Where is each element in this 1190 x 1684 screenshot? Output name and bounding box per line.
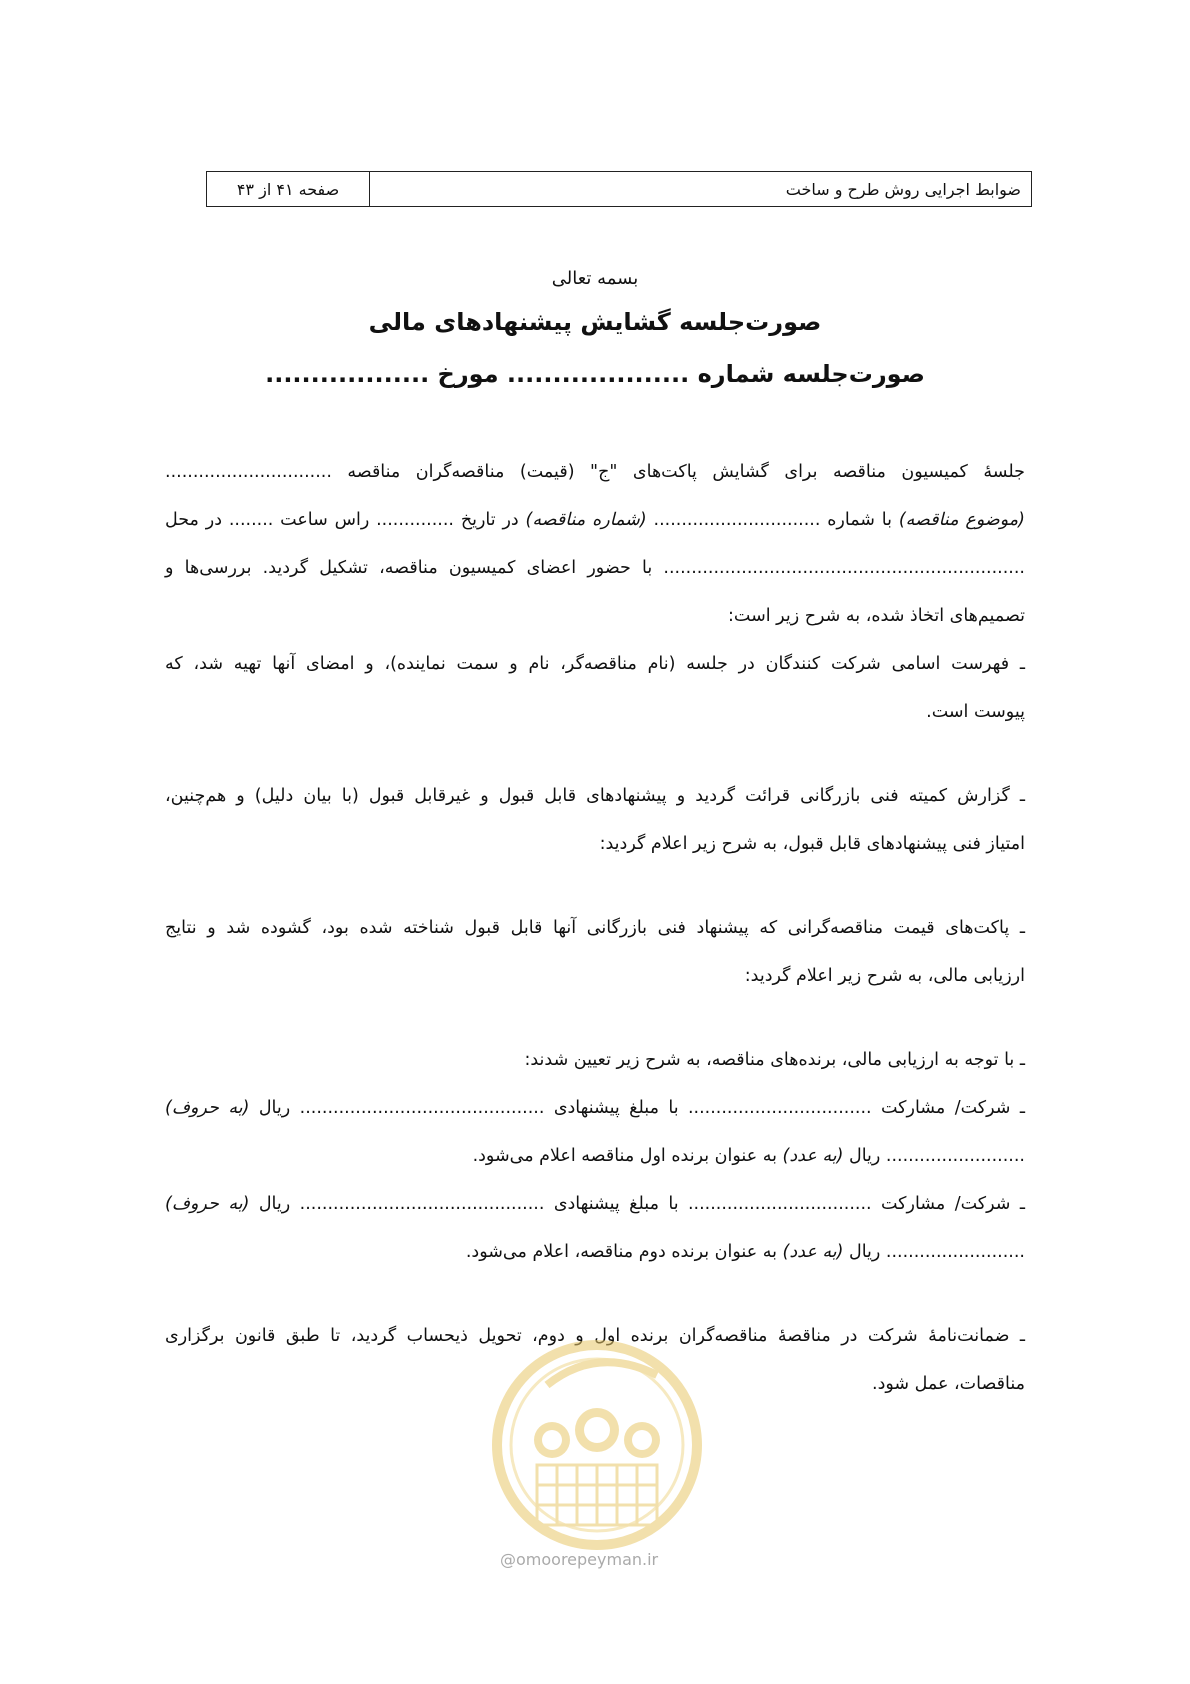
basmala: بسمه تعالی bbox=[551, 268, 639, 289]
document-subtitle: صورت‌جلسه شماره .................... مورخ .................. bbox=[265, 360, 925, 388]
text-span: ـ شرکت/ مشارکت ................................. با مبلغ پیشنهادی ............................................ ریال bbox=[249, 1194, 1025, 1214]
italic-note: (به حروف) bbox=[165, 1098, 250, 1118]
paragraph-line bbox=[165, 1144, 1025, 1168]
paragraph-line: پیوست است. bbox=[926, 702, 1025, 722]
header-title: ضوابط اجرایی روش طرح و ساخت bbox=[785, 179, 1021, 199]
text-span: ـ شرکت/ مشارکت ................................. با مبلغ پیشنهادی ............................................ ریال bbox=[249, 1098, 1025, 1118]
paragraph-line: ـ با توجه به ارزیابی مالی، برنده‌های مناقصه، به شرح زیر تعیین شدند: bbox=[524, 1050, 1025, 1070]
paragraph-line: ـ فهرست اسامی شرکت کنندگان در جلسه (نام مناقصه‌گر، نام و سمت نماینده)، و امضای آنها تهیه شد، که bbox=[165, 654, 1025, 674]
paragraph-line bbox=[165, 508, 1025, 532]
paragraph-line: ـ پاکت‌های قیمت مناقصه‌گرانی که پیشنهاد فنی بازرگانی آنها قابل قبول شناخته شده بود، گشوده شد و نتایج bbox=[165, 918, 1025, 938]
paragraph-line: ................................................................. با حضور اعضای کمیسیون مناقصه، تشکیل گردید. بررسی‌ها و bbox=[165, 558, 1025, 578]
paragraph-line: امتیاز فنی پیشنهادهای قابل قبول، به شرح زیر اعلام گردید: bbox=[599, 834, 1025, 854]
paragraph-line: ـ ضمانت‌نامهٔ شرکت در مناقصهٔ مناقصه‌گران برنده اول و دوم، تحویل ذیحساب گردید، تا طبق قانون برگزاری bbox=[165, 1326, 1025, 1346]
watermark-url: @omoorepeyman.ir bbox=[500, 1550, 659, 1569]
text-span: با شماره .............................. bbox=[653, 510, 899, 530]
paragraph-line bbox=[165, 1192, 1025, 1216]
paragraph-line: مناقصات، عمل شود. bbox=[872, 1374, 1025, 1394]
paragraph-line: جلسهٔ کمیسیون مناقصه برای گشایش پاکت‌های "ج" (قیمت) مناقصه‌گران مناقصه .............................. bbox=[165, 462, 1025, 482]
paragraph-line: ـ گزارش کمیته فنی بازرگانی قرائت گردید و پیشنهادهای قابل قبول و غیرقابل قبول (با بیان دلیل) و هم‌چنین، bbox=[165, 786, 1025, 806]
text-span: ......................... ریال bbox=[843, 1242, 1025, 1262]
header-table bbox=[206, 171, 1032, 207]
text-span: ......................... ریال bbox=[843, 1146, 1025, 1166]
paragraph-line bbox=[165, 1240, 1025, 1264]
text-span: به عنوان برنده دوم مناقصه، اعلام می‌شود. bbox=[465, 1242, 783, 1262]
text-span: در تاریخ .............. راس ساعت ........ در محل bbox=[165, 510, 526, 530]
italic-note: (به حروف) bbox=[165, 1194, 250, 1214]
page-number: صفحه ۴۱ از ۴۳ bbox=[207, 172, 370, 206]
italic-note: (به عدد) bbox=[782, 1242, 844, 1262]
italic-note: (به عدد) bbox=[782, 1146, 844, 1166]
paragraph-line bbox=[165, 1096, 1025, 1120]
paragraph-line: تصمیم‌های اتخاذ شده، به شرح زیر است: bbox=[728, 606, 1025, 626]
italic-note: (شماره مناقصه) bbox=[525, 510, 647, 530]
italic-note: (موضوع مناقصه) bbox=[898, 510, 1025, 530]
document-title: صورت‌جلسه گشایش پیشنهادهای مالی bbox=[368, 308, 822, 336]
paragraph-line: ارزیابی مالی، به شرح زیر اعلام گردید: bbox=[744, 966, 1025, 986]
text-span: به عنوان برنده اول مناقصه اعلام می‌شود. bbox=[472, 1146, 783, 1166]
watermark-logo-icon bbox=[487, 1315, 707, 1575]
